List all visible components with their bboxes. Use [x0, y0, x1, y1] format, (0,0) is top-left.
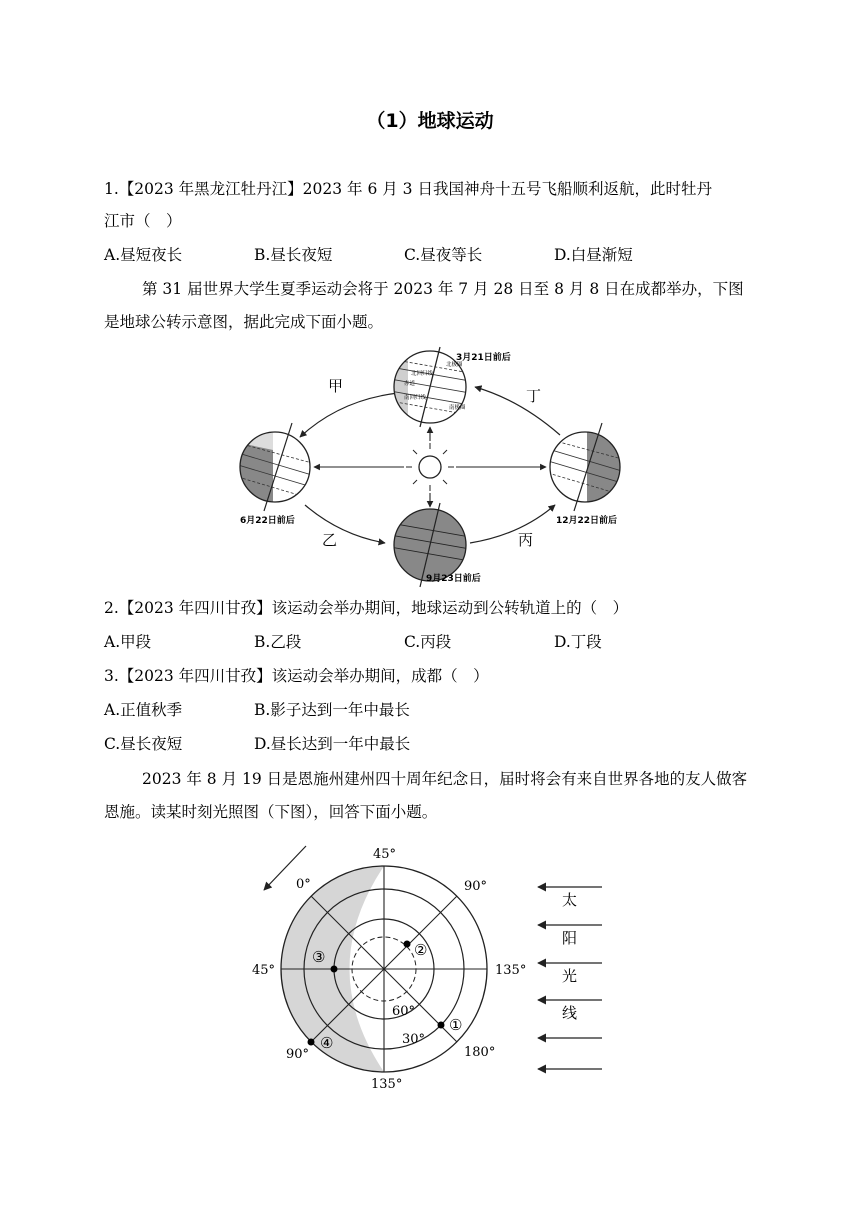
date-march: 3月21日前后 — [456, 353, 511, 363]
q3-option-c[interactable]: C.昼长夜短 — [104, 735, 183, 753]
passage-1: 第 31 届世界大学生夏季运动会将于 2023 年 7 月 28 日至 8 月 8 日在成都举办，下图是地球公转示意图，据此完成下面小题。 — [104, 280, 744, 331]
svg-text:南回归线: 南回归线 — [404, 395, 427, 401]
lon-bottom-right: 180° — [464, 1045, 496, 1060]
q3-option-a[interactable]: A.正值秋季 — [104, 701, 183, 719]
q2-option-d[interactable]: D.丁段 — [554, 633, 602, 651]
date-december: 12月22日前后 — [556, 516, 618, 526]
date-september: 9月23日前后 — [426, 574, 481, 584]
sunlight-char-4: 线 — [562, 1004, 578, 1022]
q2-option-c[interactable]: C.丙段 — [404, 633, 452, 651]
point-1 — [438, 1022, 445, 1029]
q1-option-d[interactable]: D.白昼渐短 — [554, 246, 633, 264]
svg-text:赤道: 赤道 — [404, 381, 416, 387]
lat-60: 60° — [392, 1004, 416, 1019]
label-yi: 乙 — [322, 531, 338, 549]
sun-icon — [406, 443, 454, 491]
q3-stem: 3.【2023 年四川甘孜】该运动会举办期间，成都（ ） — [104, 667, 489, 685]
lon-bottom-left: 90° — [286, 1047, 310, 1062]
lat-30: 30° — [402, 1032, 426, 1047]
lon-top-right: 90° — [464, 879, 488, 894]
q1-stem-line1: 1.【2023 年黑龙江牡丹江】2023 年 6 月 3 日我国神舟十五号飞船顺利返航，此时牡丹 — [104, 180, 712, 198]
lon-top: 45° — [373, 847, 397, 862]
point-2 — [404, 941, 411, 948]
orbit-arrow-bing — [470, 505, 555, 543]
globe-december — [548, 432, 622, 502]
sunlight-char-1: 太 — [562, 891, 578, 909]
q1-option-a[interactable]: A.昼短夜长 — [104, 246, 183, 264]
orbit-arrow-ding — [475, 387, 560, 435]
page-title: （1）地球运动 — [366, 110, 494, 132]
label-bing: 丙 — [518, 531, 534, 549]
svg-text:③: ③ — [312, 948, 326, 966]
label-jia: 甲 — [328, 377, 344, 395]
lon-bottom: 135° — [371, 1077, 403, 1092]
q2-option-a[interactable]: A.甲段 — [104, 633, 152, 651]
svg-text:北回归线: 北回归线 — [411, 371, 434, 377]
svg-text:②: ② — [414, 941, 428, 959]
lon-top-left: 0° — [296, 877, 311, 892]
q1-option-c[interactable]: C.昼夜等长 — [404, 246, 483, 264]
orbit-arrow-jia — [300, 393, 398, 437]
q1-stem-line2: 江市（ ） — [104, 212, 182, 230]
point-4 — [308, 1039, 315, 1046]
svg-text:④: ④ — [320, 1034, 334, 1052]
q1-option-b[interactable]: B.昼长夜短 — [254, 246, 333, 264]
svg-text:①: ① — [449, 1016, 463, 1034]
orbit-arrow-yi — [305, 505, 385, 543]
q3-option-b[interactable]: B.影子达到一年中最长 — [254, 701, 410, 719]
illumination-diagram — [240, 838, 620, 1098]
sunlight-char-3: 光 — [562, 967, 578, 985]
lon-right: 135° — [495, 963, 527, 978]
revolution-diagram — [230, 345, 630, 590]
svg-text:北极圈: 北极圈 — [446, 362, 463, 368]
q2-option-b[interactable]: B.乙段 — [254, 633, 302, 651]
svg-text:南极圈: 南极圈 — [449, 405, 466, 411]
point-3 — [331, 966, 338, 973]
label-ding: 丁 — [526, 387, 542, 405]
q3-option-d[interactable]: D.昼长达到一年中最长 — [254, 735, 411, 753]
date-june: 6月22日前后 — [240, 516, 295, 526]
globe-june — [238, 432, 312, 502]
lon-left: 45° — [252, 963, 276, 978]
sunlight-char-2: 阳 — [562, 929, 578, 947]
passage-2: 2023 年 8 月 19 日是恩施州建州四十周年纪念日，届时将会有来自世界各地的友人做客恩施。读某时刻光照图（下图），回答下面小题。 — [104, 770, 748, 821]
q2-stem: 2.【2023 年四川甘孜】该运动会举办期间，地球运动到公转轨道上的（ ） — [104, 599, 629, 617]
